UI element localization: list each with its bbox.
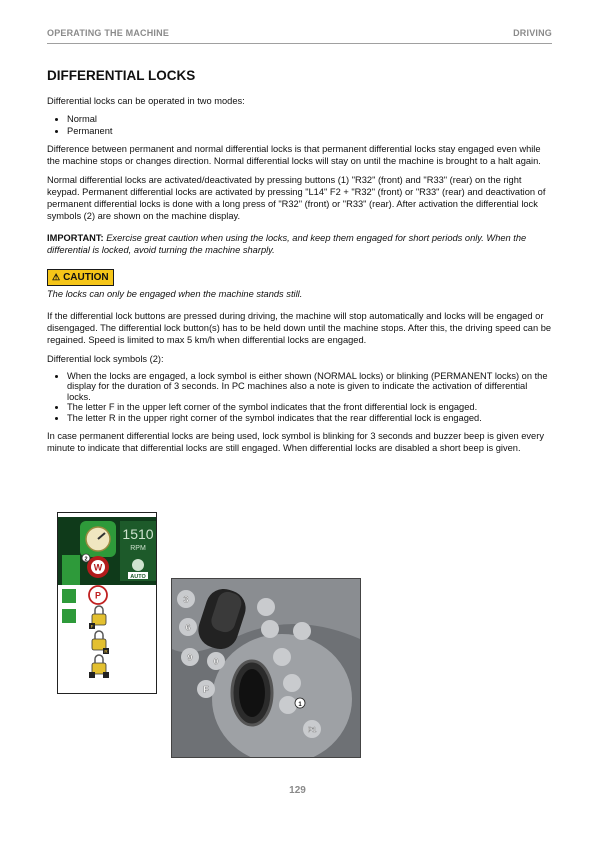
p-label: P (94, 590, 102, 601)
key-3-label: 3 (183, 594, 189, 605)
important-text: Exercise great caution when using the locks, and keep them engaged for short periods only. When the differential is locked, avoid turning the machine sharply. (47, 232, 527, 256)
header-rule (47, 43, 552, 44)
page-title: DIFFERENTIAL LOCKS (47, 68, 196, 83)
paragraph-permanent: In case permanent differential locks are being used, lock symbol is blinking for 3 seconds and buzzer beep is given every minute to indicate that differential locks are still engaged. When differential locks are disabled a short beep is given. (47, 430, 544, 453)
symbols-list (47, 371, 552, 424)
keypad-key (293, 622, 311, 640)
paragraph-difference: Difference between permanent and normal differential locks is that permanent differential locks stay engaged even while the machine stops or changes direction. Normal differential locks will stay on until the machine is brought to a halt again. (47, 144, 541, 167)
caution-text: The locks can only be engaged when the machine stands still. (47, 289, 303, 300)
modes-list (47, 113, 552, 137)
center-button-inner (239, 669, 265, 717)
callout-2-label: 2 (84, 556, 88, 563)
keypad-drawing (172, 579, 360, 757)
key-0-label: 0 (213, 656, 219, 667)
mode-item: • Normal (67, 113, 552, 125)
intro-text: Differential locks can be operated in two modes: (47, 96, 245, 107)
auto-icon (132, 559, 144, 571)
display-symbols-drawing (58, 513, 156, 693)
symbol-item: • The letter F in the upper left corner of the symbol indicates that the front differential lock is engaged. (67, 402, 552, 413)
keypad-key (273, 648, 291, 666)
front-letter: F (90, 624, 94, 629)
header-chapter: DRIVING (513, 28, 552, 38)
figures (57, 510, 377, 760)
caution-badge (47, 269, 114, 286)
warning-icon: ⚠ (52, 272, 61, 283)
mode-item: • Permanent (67, 125, 552, 137)
lock-icon-front (89, 606, 106, 629)
key-f-label: F (203, 684, 209, 695)
key-9-label: 9 (187, 652, 193, 663)
rear-letter: R (104, 649, 108, 654)
keypad-photo-figure (171, 578, 361, 758)
paragraph-driving: If the differential lock buttons are pressed during driving, the machine will stop automatically and locks will be engaged or disengaged. The differential lock button(s) has to be held down until the machine stops. After this, the driving speed can be regained. Speed is limited to max 5 km/h when differential locks are engaged. (47, 311, 552, 346)
display-symbols-figure (57, 512, 157, 694)
callout-1-label: 1 (298, 701, 302, 708)
important-note (47, 232, 552, 256)
symbol-item: • The letter R in the upper right corner of the symbol indicates that the rear differential lock is engaged. (67, 413, 552, 424)
symbol-item: • When the locks are engaged, a lock symbol is either shown (NORMAL locks) or blinking (PERMANENT locks) on the display for the duration of 3 seconds. In PC machines also a note is given to indicate the activation of differential locks. (67, 371, 552, 403)
paragraph-activation: Normal differential locks are activated/deactivated by pressing buttons (1) "R32" (front) and "R33" (rear) on the right keypad. Permanent differential locks are activated by pressing "L14" F2 + "R32" (front) or "R33" (rear) and deactivation of permanent differential locks is done with a long press of "R32" (front) or "R33" (rear). After activation the differential lock symbols (2) are shown on the machine display. (47, 174, 546, 221)
status-icon-green-2 (62, 609, 76, 623)
page-content (47, 70, 552, 460)
rpm-unit: RPM (130, 545, 146, 552)
auto-label: AUTO (130, 574, 146, 580)
header-section: OPERATING THE MACHINE (47, 28, 170, 38)
green-strip (62, 555, 80, 585)
keypad-key (257, 598, 275, 616)
page-number: 129 (289, 785, 306, 796)
key-6-label: 6 (185, 622, 191, 633)
keypad-key (261, 620, 279, 638)
symbols-intro: Differential lock symbols (2): (47, 353, 164, 364)
rpm-value: 1510 (122, 526, 154, 542)
key-p1-label: P1 (307, 727, 317, 734)
lock-icon-rear (92, 631, 109, 654)
caution-label: CAUTION (63, 272, 109, 284)
lock-icon-both (89, 655, 109, 678)
w-label: W (93, 562, 103, 573)
status-icon-green-1 (62, 589, 76, 603)
page-header (47, 28, 552, 42)
important-label: IMPORTANT: (47, 232, 104, 243)
diff-lock-front-key (283, 674, 301, 692)
diff-lock-rear-key (279, 696, 297, 714)
caution-block (47, 266, 552, 300)
